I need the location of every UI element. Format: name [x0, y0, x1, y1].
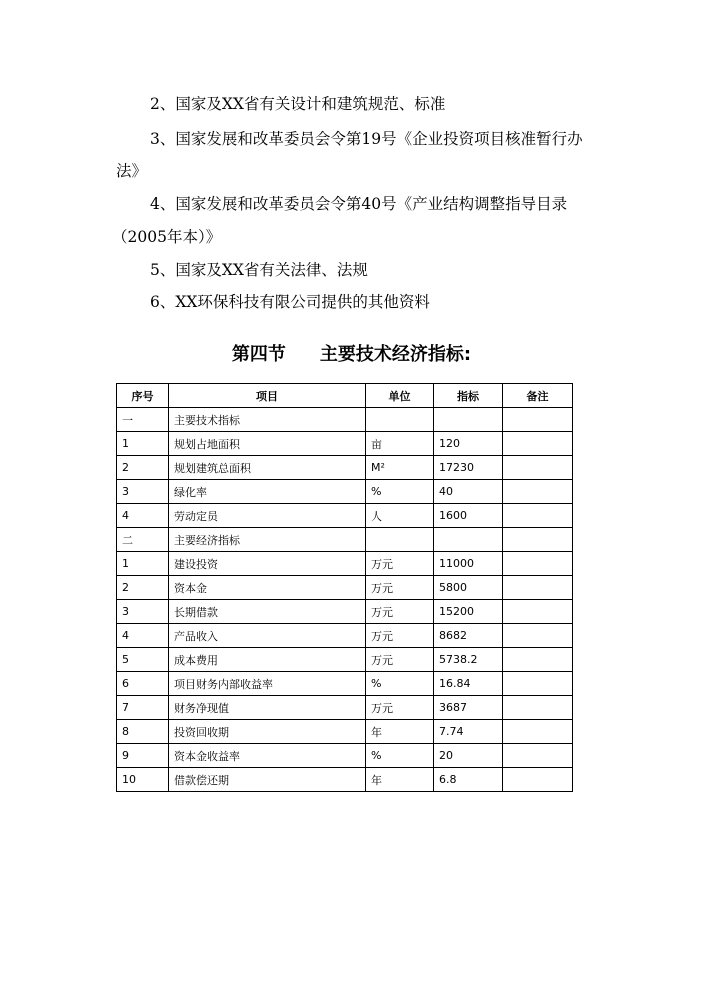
cell-remark [503, 600, 573, 624]
cell-value [434, 408, 503, 432]
cell-index: 7 [117, 696, 169, 720]
table-row [117, 720, 573, 744]
cell-item: 借款偿还期 [169, 768, 366, 792]
cell-unit: 万元 [366, 648, 434, 672]
section-heading [0, 340, 703, 366]
header-value: 指标 [434, 384, 503, 408]
cell-index: 5 [117, 648, 169, 672]
cell-value: 40 [434, 480, 503, 504]
table-row [117, 600, 573, 624]
cell-value: 1600 [434, 504, 503, 528]
cell-unit: % [366, 672, 434, 696]
cell-index: 9 [117, 744, 169, 768]
cell-unit: 万元 [366, 552, 434, 576]
cell-item: 规划建筑总面积 [169, 456, 366, 480]
cell-value: 20 [434, 744, 503, 768]
table-row [117, 624, 573, 648]
cell-value: 8682 [434, 624, 503, 648]
reference-item-3-continued: 法》 [116, 162, 148, 180]
cell-unit: M² [366, 456, 434, 480]
table-header-row [117, 384, 573, 408]
section-title: 主要技术经济指标: [319, 344, 472, 365]
table-row [117, 408, 573, 432]
cell-value: 16.84 [434, 672, 503, 696]
cell-index: 2 [117, 576, 169, 600]
cell-unit: % [366, 480, 434, 504]
cell-unit: 万元 [366, 696, 434, 720]
cell-index: 4 [117, 624, 169, 648]
table-row [117, 576, 573, 600]
cell-value: 3687 [434, 696, 503, 720]
reference-item-4: 4、国家发展和改革委员会令第40号《产业结构调整指导目录 [150, 195, 568, 213]
cell-unit: 万元 [366, 576, 434, 600]
cell-item: 成本费用 [169, 648, 366, 672]
cell-unit [366, 528, 434, 552]
indicator-table [116, 383, 573, 792]
cell-remark [503, 624, 573, 648]
cell-index: 10 [117, 768, 169, 792]
cell-item: 规划占地面积 [169, 432, 366, 456]
table-row [117, 768, 573, 792]
cell-value [434, 528, 503, 552]
cell-remark [503, 504, 573, 528]
reference-item-4-continued: （2005年本）》 [112, 228, 222, 246]
cell-index: 4 [117, 504, 169, 528]
cell-remark [503, 648, 573, 672]
cell-value: 5738.2 [434, 648, 503, 672]
cell-item: 财务净现值 [169, 696, 366, 720]
cell-remark [503, 528, 573, 552]
cell-item: 劳动定员 [169, 504, 366, 528]
cell-remark [503, 768, 573, 792]
cell-remark [503, 456, 573, 480]
cell-remark [503, 408, 573, 432]
cell-item: 项目财务内部收益率 [169, 672, 366, 696]
reference-item-6: 6、XX环保科技有限公司提供的其他资料 [150, 293, 430, 311]
cell-unit: 万元 [366, 624, 434, 648]
cell-value: 7.74 [434, 720, 503, 744]
cell-value: 17230 [434, 456, 503, 480]
cell-remark [503, 576, 573, 600]
table-row [117, 456, 573, 480]
cell-remark [503, 432, 573, 456]
cell-value: 15200 [434, 600, 503, 624]
table-row [117, 504, 573, 528]
cell-index: 6 [117, 672, 169, 696]
header-remark: 备注 [503, 384, 573, 408]
cell-unit: 年 [366, 720, 434, 744]
cell-item: 建设投资 [169, 552, 366, 576]
cell-remark [503, 672, 573, 696]
cell-item: 主要技术指标 [169, 408, 366, 432]
table-row [117, 552, 573, 576]
reference-item-2: 2、国家及XX省有关设计和建筑规范、标准 [150, 95, 446, 113]
header-item: 项目 [169, 384, 366, 408]
cell-index: 一 [117, 408, 169, 432]
table-row [117, 672, 573, 696]
cell-item: 投资回收期 [169, 720, 366, 744]
table-row [117, 648, 573, 672]
cell-unit: 亩 [366, 432, 434, 456]
cell-value: 11000 [434, 552, 503, 576]
cell-index: 1 [117, 552, 169, 576]
cell-value: 120 [434, 432, 503, 456]
cell-unit [366, 408, 434, 432]
cell-index: 二 [117, 528, 169, 552]
cell-index: 2 [117, 456, 169, 480]
cell-index: 3 [117, 480, 169, 504]
cell-unit: 人 [366, 504, 434, 528]
cell-remark [503, 480, 573, 504]
cell-remark [503, 720, 573, 744]
section-number: 第四节 [231, 344, 286, 365]
cell-unit: 万元 [366, 600, 434, 624]
cell-unit: % [366, 744, 434, 768]
cell-remark [503, 696, 573, 720]
cell-value: 5800 [434, 576, 503, 600]
table-row [117, 480, 573, 504]
cell-index: 8 [117, 720, 169, 744]
cell-index: 1 [117, 432, 169, 456]
cell-item: 资本金 [169, 576, 366, 600]
reference-item-3: 3、国家发展和改革委员会令第19号《企业投资项目核准暂行办 [150, 130, 583, 148]
cell-unit: 年 [366, 768, 434, 792]
reference-item-5: 5、国家及XX省有关法律、法规 [150, 261, 368, 279]
cell-remark [503, 552, 573, 576]
table-row [117, 696, 573, 720]
cell-remark [503, 744, 573, 768]
cell-item: 资本金收益率 [169, 744, 366, 768]
header-unit: 单位 [366, 384, 434, 408]
cell-item: 长期借款 [169, 600, 366, 624]
cell-value: 6.8 [434, 768, 503, 792]
table-row [117, 528, 573, 552]
header-index: 序号 [117, 384, 169, 408]
table-row [117, 744, 573, 768]
cell-item: 绿化率 [169, 480, 366, 504]
cell-index: 3 [117, 600, 169, 624]
cell-item: 产品收入 [169, 624, 366, 648]
cell-item: 主要经济指标 [169, 528, 366, 552]
table-row [117, 432, 573, 456]
